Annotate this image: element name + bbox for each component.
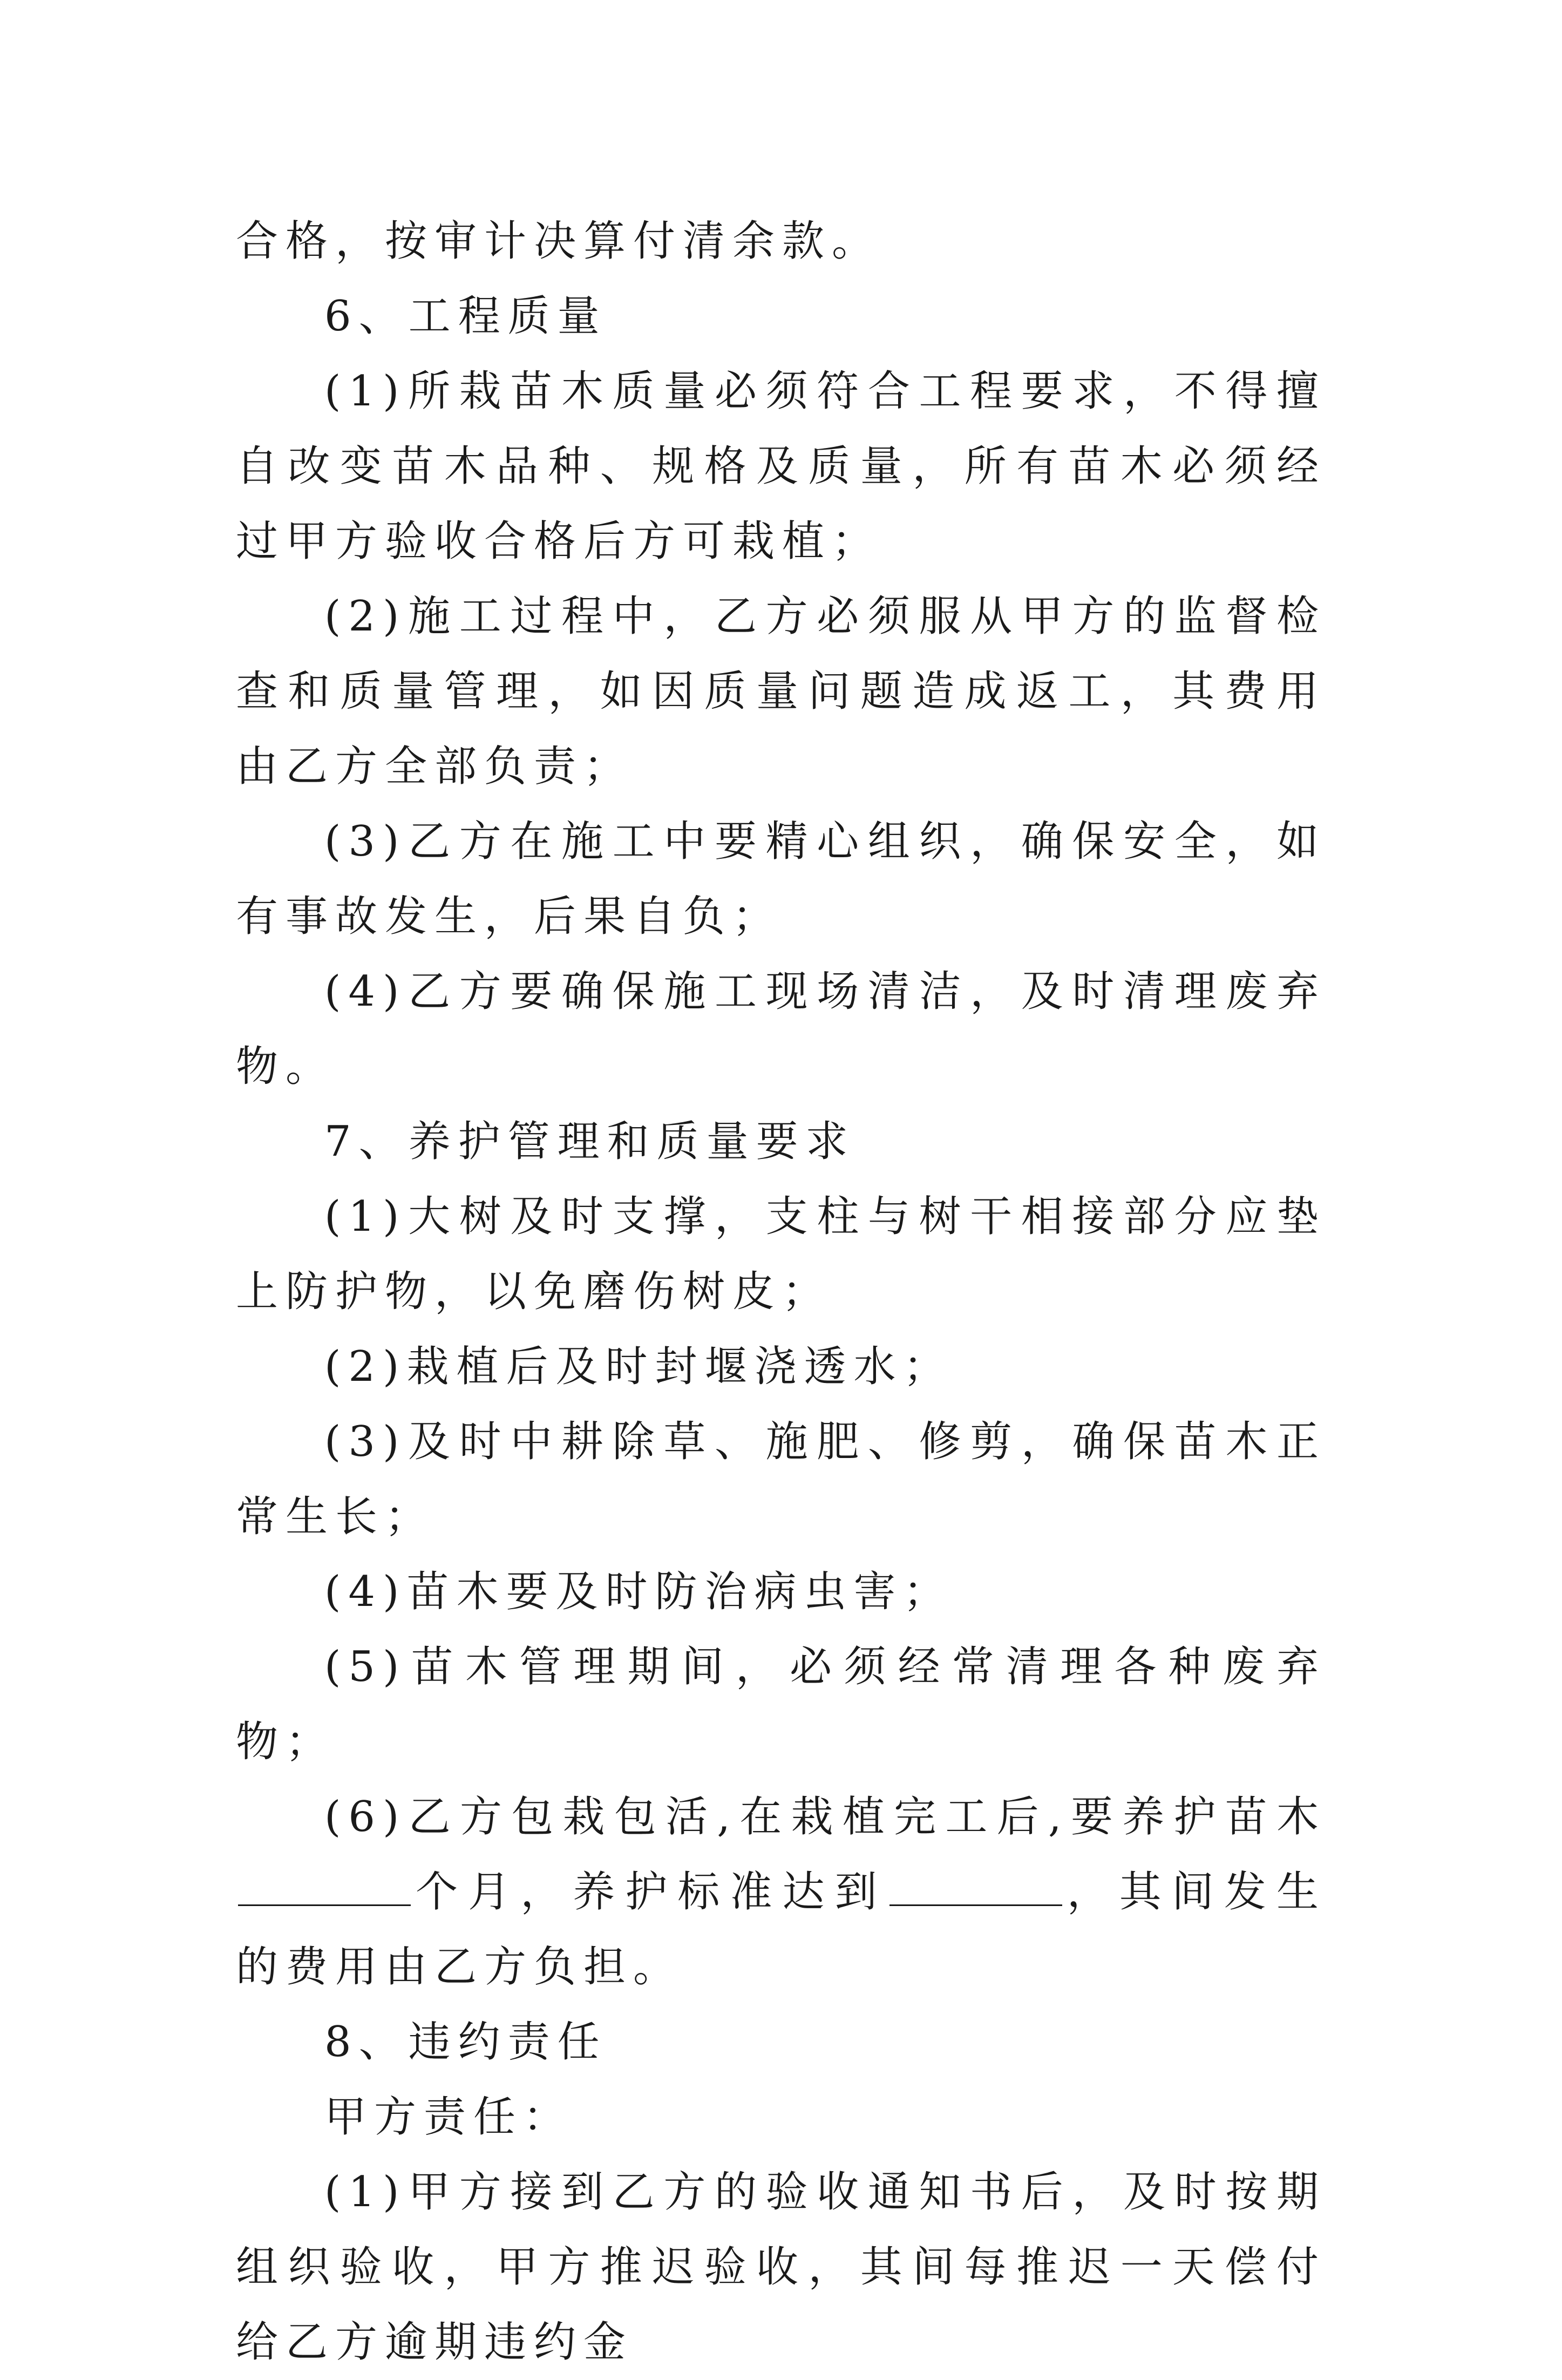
contract-text bbox=[236, 204, 1326, 2380]
section-6-item-2: (2)施工过程中，乙方必须服从甲方的监督检查和质量管理，如因质量问题造成返工，其费用由乙方全部负责； bbox=[236, 592, 1326, 791]
paragraph-payment-end: 合格，按审计决算付清余款。 bbox=[236, 217, 882, 266]
section-7-item-2: (2)栽植后及时封堰浇透水； bbox=[324, 1342, 953, 1391]
section-7-item-6-text-b: 个月，养护标准达到 bbox=[413, 1868, 887, 1916]
section-7-item-1: (1)大树及时支撑，支柱与树干相接部分应垫上防护物，以免磨伤树皮； bbox=[236, 1192, 1326, 1316]
section-6-item-3: (3)乙方在施工中要精心组织，确保安全，如有事故发生，后果自负； bbox=[236, 817, 1326, 941]
section-7-item-6 bbox=[236, 1780, 1326, 2005]
section-6-heading: 6、工程质量 bbox=[324, 292, 607, 341]
section-7-item-5: (5)苗木管理期间，必须经常清理各种废弃物； bbox=[236, 1643, 1326, 1766]
section-7-item-4: (4)苗木要及时防治病虫害； bbox=[324, 1568, 953, 1616]
section-6-item-1: (1)所栽苗木质量必须符合工程要求，不得擅自改变苗木品种、规格及质量，所有苗木必须经过甲方验收合格后方可栽植； bbox=[236, 367, 1326, 566]
section-8-item-1: (1)甲方接到乙方的验收通知书后，及时按期组织验收，甲方推迟验收，其间每推迟一天偿付给乙方逾期违约金 bbox=[236, 2168, 1326, 2367]
section-6-item-4: (4)乙方要确保施工现场清洁，及时清理废弃物。 bbox=[236, 967, 1326, 1091]
party-a-responsibility-heading: 甲方责任： bbox=[324, 2093, 573, 2141]
section-8-heading: 8、违约责任 bbox=[324, 2018, 607, 2066]
maintenance-months-blank bbox=[238, 1867, 411, 1906]
section-7-item-6-text-c: ，其间发生的费用由乙方负担。 bbox=[236, 1868, 1326, 1991]
section-7-heading: 7、养护管理和质量要求 bbox=[324, 1117, 855, 1166]
maintenance-standard-blank bbox=[889, 1867, 1062, 1906]
section-7-item-3: (3)及时中耕除草、施肥、修剪，确保苗木正常生长； bbox=[236, 1418, 1326, 1541]
section-7-item-6-text-a: (6)乙方包栽包活,在栽植完工后,要养护苗木 bbox=[324, 1793, 1326, 1841]
